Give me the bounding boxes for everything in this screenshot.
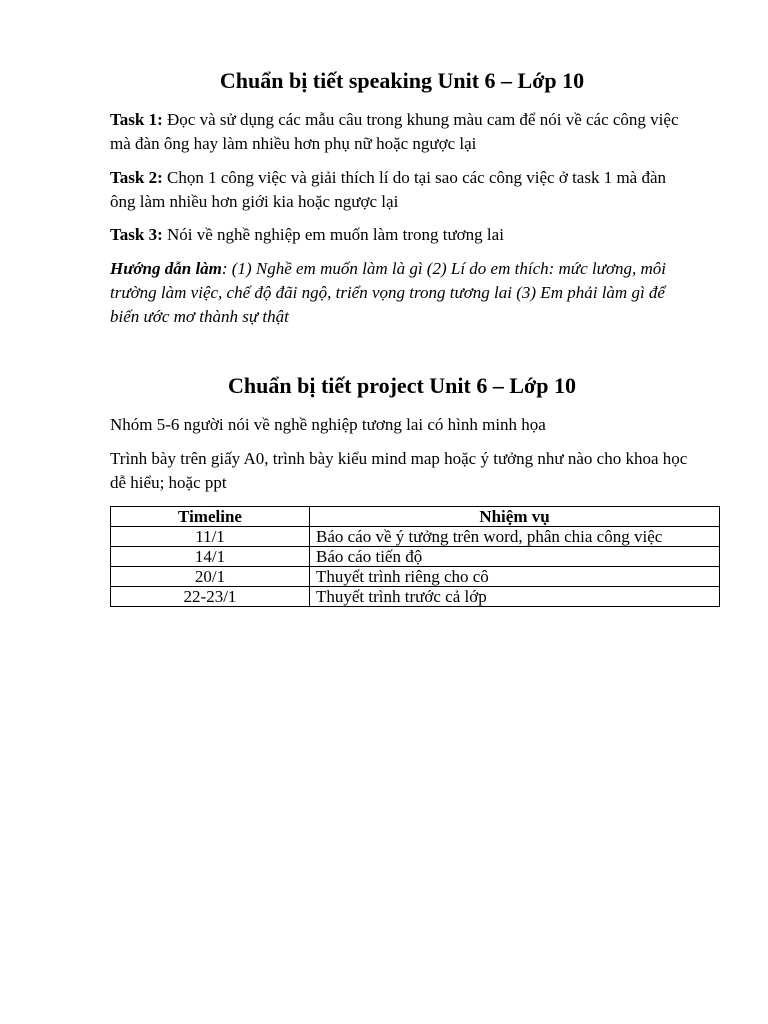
table-row [111, 587, 720, 607]
task1-paragraph [110, 108, 690, 156]
timeline-cell: 11/1 [111, 527, 310, 547]
project-paragraph-2: Trình bày trên giấy A0, trình bày kiểu mind map hoặc ý tưởng như nào cho khoa học dễ hiểu; hoặc ppt [110, 449, 688, 492]
table-row [111, 527, 720, 547]
task-cell: Thuyết trình riêng cho cô [310, 567, 720, 587]
timeline-cell: 22-23/1 [111, 587, 310, 607]
task3-text: Nói về nghề nghiệp em muốn làm trong tương lai [162, 225, 504, 244]
guide-label: Hướng dẫn làm [110, 259, 222, 278]
task2-label: Task 2: [110, 168, 163, 187]
speaking-title: Chuẩn bị tiết speaking Unit 6 – Lớp 10 [219, 68, 585, 93]
task-cell: Báo cáo về ý tưởng trên word, phân chia công việc [310, 527, 720, 547]
header-task: Nhiệm vụ [310, 507, 720, 527]
task-cell: Thuyết trình trước cả lớp [310, 587, 720, 607]
task2-paragraph [110, 166, 690, 214]
task1-label: Task 1: [110, 110, 163, 129]
task3-label: Task 3: [110, 225, 163, 244]
task2-text: Chọn 1 công việc và giải thích lí do tại sao các công việc ở task 1 mà đàn ông làm nhiều hơn giới kia hoặc ngược lại [110, 168, 667, 211]
table-header-row [111, 507, 720, 527]
guide-paragraph [110, 257, 682, 329]
task1-text: Đọc và sử dụng các mẫu câu trong khung màu cam để nói về các công việc mà đàn ông hay làm nhiều hơn phụ nữ hoặc ngược lại [110, 110, 679, 153]
timeline-cell: 20/1 [111, 567, 310, 587]
task3-paragraph [110, 223, 690, 247]
timeline-cell: 14/1 [111, 547, 310, 567]
table-row [111, 547, 720, 567]
header-timeline: Timeline [111, 507, 310, 527]
project-title: Chuẩn bị tiết project Unit 6 – Lớp 10 [228, 373, 576, 398]
timeline-table [110, 506, 720, 607]
guide-text: : (1) Nghề em muốn làm là gì (2) Lí do em thích: mức lương, môi trường làm việc, chế độ đãi ngộ, triển vọng trong tương lai (3) Em phải làm gì để biến ước mơ thành sự thật [110, 259, 666, 326]
table-row [111, 567, 720, 587]
task-cell: Báo cáo tiến độ [310, 547, 720, 567]
project-paragraph-1: Nhóm 5-6 người nói về nghề nghiệp tương lai có hình minh họa [110, 415, 546, 434]
